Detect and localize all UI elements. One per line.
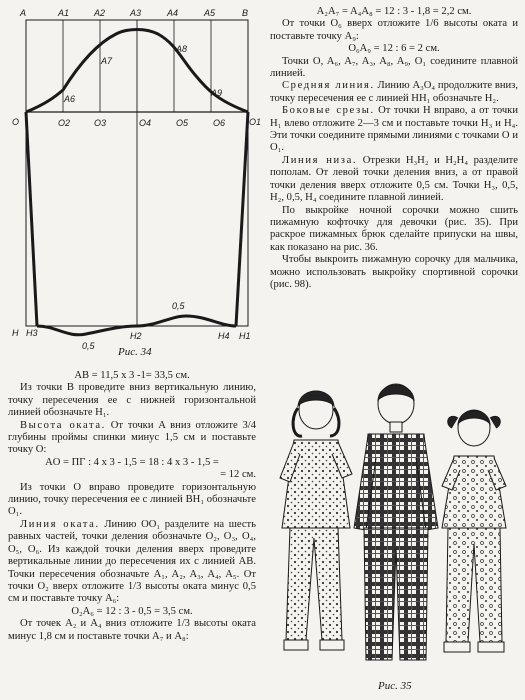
label-A1: A1 (58, 8, 70, 18)
label-H4: H4 (218, 331, 230, 341)
formula-a2a7: A₂A₇ = A₄A₈ = 12 : 3 - 1,8 = 2,2 см. (316, 6, 472, 17)
heading-cap-height: Высота оката. (20, 419, 106, 431)
boy-middle-figure (354, 384, 438, 660)
paragraph-boy-pajama: Чтобы выкроить пижамную сорочку для мальчика, можно использовать выкройку спортивной сорочки (рис. 98). (270, 254, 518, 290)
label-O: O (12, 117, 20, 127)
paragraph-a7-a8: От точек A₂ и A₄ вниз отложите 1/3 высоты оката минус 1,8 см и поставьте точки A₇ и A₈: (8, 618, 256, 642)
label-O1: O1 (249, 117, 262, 127)
label-O6: O6 (213, 118, 226, 128)
formula-ao: AO = ПГ : 4 x 3 - 1,5 = 18 : 4 x 3 - 1,5 = (45, 456, 219, 468)
label-A7: A7 (101, 56, 113, 66)
heading-side-seams: Боковые срезы. (282, 105, 375, 117)
paragraph-middle-line: Средняя линия. Линию A₃O₄ продолжите вниз, точку пересечения ее с линией HH₁ обозначьте H₂. (270, 80, 518, 104)
label-A3: A3 (130, 8, 142, 18)
formula-o6a9: O₆A₉ = 12 : 6 = 2 см. (348, 43, 440, 55)
top-labels (19, 8, 248, 18)
side-seam-left (26, 112, 37, 326)
left-column-text (8, 370, 256, 643)
right-column-text (270, 6, 518, 291)
paragraph-connect-points: Точки O, A₆, A₇, A₃, A₈, A₉, O₁ соедините плавной линией. (270, 55, 518, 80)
label-O2: O2 (58, 118, 71, 128)
label-A5: A5 (204, 8, 216, 18)
label-A: A (20, 8, 27, 18)
paragraph-girl-pajama: По выкройке ночной сорочки можно сшить пижамную кофточку для девочки (рис. 35). При раскрое пижамных брюк сделайте припуски на швы, как показано на рис. 36. (270, 204, 518, 253)
paragraph-horizontal-line: Из точки O вправо проведите горизонтальную линию, точку пересечения ее с линией BH₁ обозначьте O₁. (8, 481, 256, 518)
formula-ao-result: = 12 см. (220, 469, 256, 481)
figure-35-caption: Рис. 35 (378, 680, 412, 692)
mid-labels (12, 117, 261, 128)
girl-right-figure (442, 410, 506, 652)
paragraph-cap-line: Линия оката. Линию OO₁ разделите на шесть равных частей, точки деления обозначьте O₂, O₃, O₄, O₅, O₆. Из каждой точки деления вверх проведите вертикальные линии до пересечения их с линией AB. Точки пересечения обозначьте A₁, A₂, A₃, A₄, A₅. От точки O₂ вверх отложите 1/3 высоты оката минус 0,5 см и поставьте точку A₆: (8, 518, 257, 605)
label-O4: O4 (139, 118, 152, 128)
paragraph-a9: От точки O₆ вверх отложите 1/6 высоты оката и поставьте точку A₉: (270, 18, 518, 42)
formula-o2a6: O₂A₆ = 12 : 3 - 0,5 = 3,5 см. (71, 605, 193, 617)
paragraph-cap-height: Высота оката. От точки A вниз отложите 3/4 глубины проймы спинки минус 1,5 см и поставьте точку O: (8, 419, 256, 456)
label-hem-0-5-lower: 0,5 (82, 341, 95, 351)
children-pajamas-illustration (272, 378, 518, 668)
label-A8: A8 (176, 44, 188, 54)
label-H2: H2 (130, 331, 142, 341)
sleeve-pattern-drawing (6, 4, 262, 351)
label-A6: A6 (64, 94, 76, 104)
side-seam-right (236, 112, 248, 326)
girl-left-figure (280, 391, 352, 650)
heading-hem-line: Линия низа. (282, 154, 358, 166)
figure-34-caption: Рис. 34 (118, 346, 152, 358)
heading-cap-line: Линия оката. (20, 518, 100, 530)
label-H3: H3 (26, 328, 38, 338)
label-A4: A4 (167, 8, 179, 18)
paragraph-hem-line: Линия низа. Отрезки H₃H₂ и H₂H₄ разделите пополам. От левой точки деления вниз, а от правой точки деления вверх отложите 0,5 см. Точки H₃, 0,5, H₂, 0,5, H₄ соедините плавной линией. (270, 154, 518, 204)
label-B: B (242, 8, 249, 18)
label-H1: H1 (239, 331, 251, 341)
heading-middle-line: Средняя линия. (282, 80, 375, 92)
label-O5: O5 (176, 118, 189, 128)
label-A2: A2 (94, 8, 106, 18)
label-A9: A9 (211, 88, 223, 98)
curve-labels (63, 44, 222, 104)
paragraph-side-seams: Боковые срезы. От точки H вправо, а от точки H₁ влево отложите 2—3 см и поставьте точки H₃ и H₄. Эти точки соедините прямыми линиями с точками O и O₁. (270, 105, 518, 154)
label-hem-0-5-upper: 0,5 (172, 301, 185, 311)
label-H: H (12, 328, 19, 338)
formula-ab: AB = 11,5 x 3 -1= 33,5 см. (74, 370, 190, 381)
label-O3: O3 (94, 118, 107, 128)
paragraph-vertical-line: Из точки B проведите вниз вертикальную линию, точку пересечения ее с нижней горизонтальной линией обозначьте H₁. (8, 382, 256, 419)
